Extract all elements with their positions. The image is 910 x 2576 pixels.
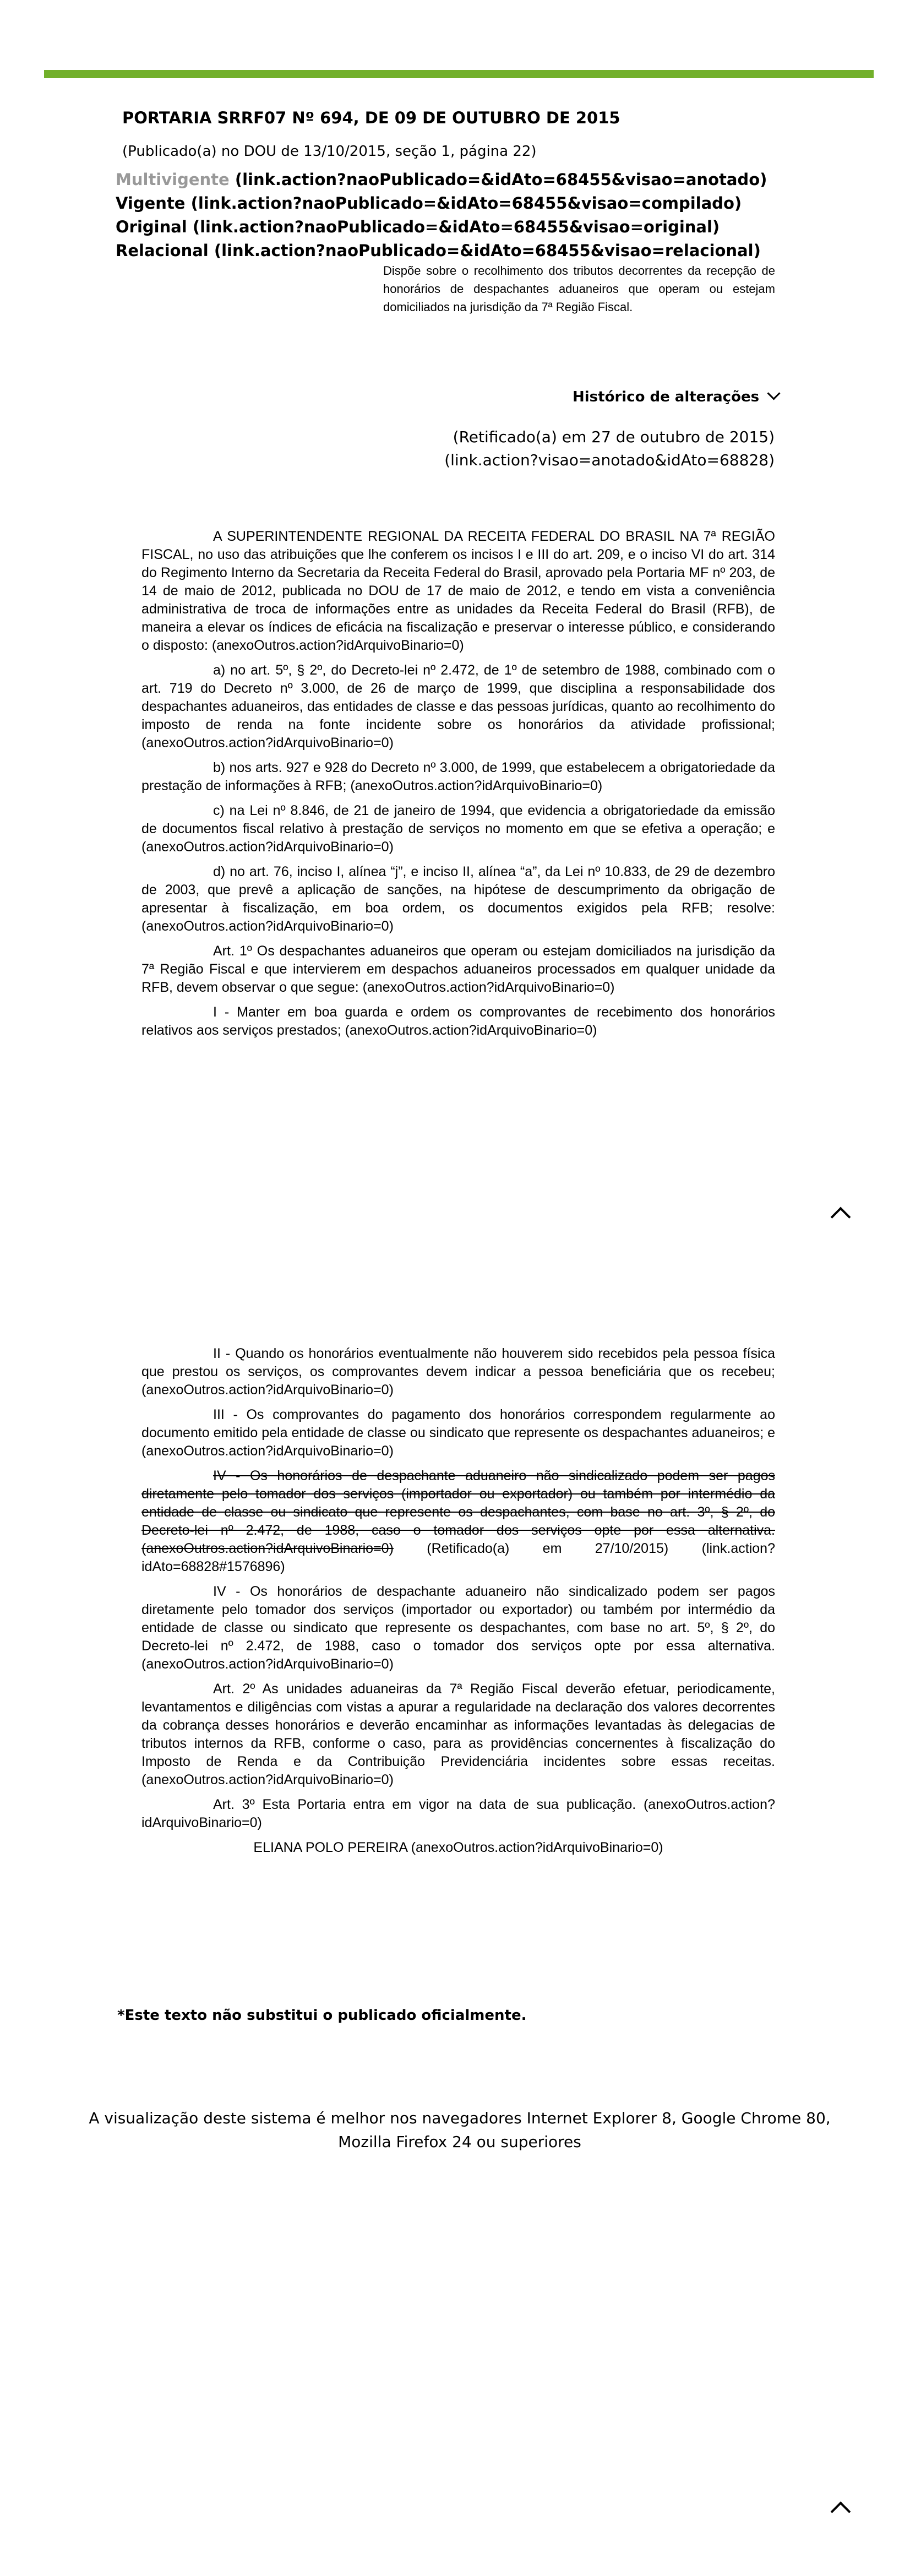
body-paragraph: III - Os comprovantes do pagamento dos honorários correspondem regularmente ao documento emitido pela entidade de classe ou sindicato que represente os despachantes aduaneiros; e (anexoOutros.action?idArquivoBinario=0) — [141, 1407, 775, 1459]
body-paragraph: c) na Lei nº 8.846, de 21 de janeiro de 1994, que evidencia a obrigatoriedade da emissão de documentos fiscal relativo à prestação de serviços no momento em que se efetiva a operação; e (anexoOutros.action?idArquivoBinario=0) — [141, 803, 775, 855]
revoked-paragraph — [141, 1467, 775, 1576]
ementa: Dispõe sobre o recolhimento dos tributos decorrentes da recepção de honorários de despachantes aduaneiros que operam ou estejam domiciliados na jurisdição da 7ª Região Fiscal. — [383, 264, 775, 314]
body-paragraph: Art. 3º Esta Portaria entra em vigor na data de sua publicação. (anexoOutros.action?idArquivoBinario=0) — [141, 1797, 775, 1830]
vision-relacional-link[interactable]: (link.action?naoPublicado=&idAto=68455&visao=relacional) — [214, 241, 761, 260]
body-paragraph: I - Manter em boa guarda e ordem os comprovantes de recebimento dos honorários relativos aos serviços prestados; (anexoOutros.action?idArquivoBinario=0) — [141, 1004, 775, 1038]
body-paragraph: Art. 2º As unidades aduaneiras da 7ª Região Fiscal deverão efetuar, periodicamente, levantamentos e diligências com vistas a apurar a regularidade na declaração dos valores decorrentes da cobrança desses honorários e deverão encaminhar as informações levantadas às delegacias de tributos internos da RFB, conforme o caso, para as providências concernentes à fiscalização do Imposto de Renda e da Contribuição Previdenciária incidentes sobre essas receitas. (anexoOutros.action?idArquivoBinario=0) — [141, 1681, 775, 1787]
disclaimer: *Este texto não substitui o publicado oficialmente. — [117, 2007, 527, 2024]
scroll-top-icon[interactable] — [831, 1207, 851, 1227]
body-paragraph: Art. 1º Os despachantes aduaneiros que operam ou estejam domiciliados na jurisdição da 7ª Região Fiscal e que intervierem em despachos aduaneiros processados em qualquer unidade da RFB, devem observar o que segue: (anexoOutros.action?idArquivoBinario=0) — [141, 943, 775, 995]
scroll-top-icon[interactable] — [831, 2502, 851, 2522]
document-body-part2 — [141, 1345, 775, 1863]
retification-note — [444, 426, 775, 472]
body-paragraph: A SUPERINTENDENTE REGIONAL DA RECEITA FEDERAL DO BRASIL NA 7ª REGIÃO FISCAL, no uso das atribuições que lhe conferem os incisos I e III do art. 209, e o inciso VI do art. 314 do Regimento Interno da Secretaria da Receita Federal do Brasil, aprovado pela Portaria MF nº 203, de 14 de maio de 2012, publicada no DOU de 17 de maio de 2012, e tendo em vista a conveniência administrativa de troca de informações entre as unidades da Receita Federal do Brasil (RFB), de maneira a elevar os índices de eficácia na fiscalização e preservar o interesse público, e considerando o disposto: (anexoOutros.action?idArquivoBinario=0) — [141, 529, 775, 653]
vision-original-link[interactable]: (link.action?naoPublicado=&idAto=68455&visao=original) — [192, 218, 720, 236]
top-accent-bar — [44, 70, 874, 78]
publication-info: (Publicado(a) no DOU de 13/10/2015, seção 1, página 22) — [122, 143, 537, 160]
vision-links — [116, 168, 794, 263]
signature: ELIANA POLO PEREIRA (anexoOutros.action?idArquivoBinario=0) — [253, 1840, 663, 1855]
browser-notice: A visualização deste sistema é melhor nos navegadores Internet Explorer 8, Google Chrome 80, Mozilla Firefox 24 ou superiores — [89, 2109, 831, 2151]
body-paragraph: b) nos arts. 927 e 928 do Decreto nº 3.000, de 1999, que estabelecem a obrigatoriedade da prestação de informações à RFB; (anexoOutros.action?idArquivoBinario=0) — [141, 760, 775, 794]
vision-original[interactable]: Original — [116, 218, 187, 236]
page-title: PORTARIA SRRF07 Nº 694, DE 09 DE OUTUBRO DE 2015 — [122, 108, 620, 127]
vision-vigente[interactable]: Vigente — [116, 194, 186, 213]
vision-multivigente[interactable]: Multivigente — [116, 170, 230, 189]
document-body-part1 — [141, 528, 775, 1046]
history-label: Histórico de alterações — [573, 389, 760, 405]
body-paragraph: IV - Os honorários de despachante aduaneiro não sindicalizado podem ser pagos diretamente pelo tomador dos serviços (importador ou exportador) ou também por intermédio da entidade de classe ou sindicato que represente os despachantes, com base no art. 5º, § 2º, do Decreto-lei nº 2.472, de 1988, caso o tomador dos serviços opte por essa alternativa. (anexoOutros.action?idArquivoBinario=0) — [141, 1584, 775, 1672]
vision-multivigente-link[interactable]: (link.action?naoPublicado=&idAto=68455&visao=anotado) — [235, 170, 767, 189]
vision-relacional[interactable]: Relacional — [116, 241, 209, 260]
retification-text: (Retificado(a) em 27 de outubro de 2015) — [453, 428, 775, 446]
vision-vigente-link[interactable]: (link.action?naoPublicado=&idAto=68455&visao=compilado) — [190, 194, 742, 213]
body-paragraph: d) no art. 76, inciso I, alínea “j”, e inciso II, alínea “a”, da Lei nº 10.833, de 29 de dezembro de 2003, que prevê a aplicação de sanções, na hipótese de descumprimento da obrigação de apresentar à fiscalização, em boa ordem, os documentos exigidos pela RFB; resolve: (anexoOutros.action?idArquivoBinario=0) — [141, 864, 775, 934]
chevron-down-icon — [767, 387, 781, 400]
retification-link-inline[interactable]: (Retificado(a) em 27/10/2015) (link.action?idAto=68828#1576896) — [141, 1541, 775, 1574]
history-toggle[interactable] — [573, 389, 778, 405]
retification-link[interactable]: (link.action?visao=anotado&idAto=68828) — [444, 451, 775, 469]
body-paragraph: II - Quando os honorários eventualmente não houverem sido recebidos pela pessoa física que prestou os serviços, os comprovantes devem indicar a pessoa beneficiária que os recebeu; (anexoOutros.action?idArquivoBinario=0) — [141, 1346, 775, 1398]
revoked-text: IV - Os honorários de despachante aduaneiro não sindicalizado podem ser pagos diretamente pelo tomador dos serviços (importador ou exportador) ou também por intermédio da entidade de classe ou sindicato que represente os despachantes, com base no art. 3º, § 2º, do Decreto-lei nº 2.472, de 1988, caso o tomador dos serviços opte por essa alternativa. (anexoOutros.action?idArquivoBinario=0) — [141, 1468, 775, 1556]
body-paragraph: a) no art. 5º, § 2º, do Decreto-lei nº 2.472, de 1º de setembro de 1988, combinado com o art. 719 do Decreto nº 3.000, de 26 de março de 1999, que disciplina a responsabilidade dos despachantes aduaneiros, das entidades de classe e das pessoas jurídicas, quanto ao recolhimento do imposto de renda na fonte incidente sobre os honorários da atividade profissional; (anexoOutros.action?idArquivoBinario=0) — [141, 662, 775, 751]
